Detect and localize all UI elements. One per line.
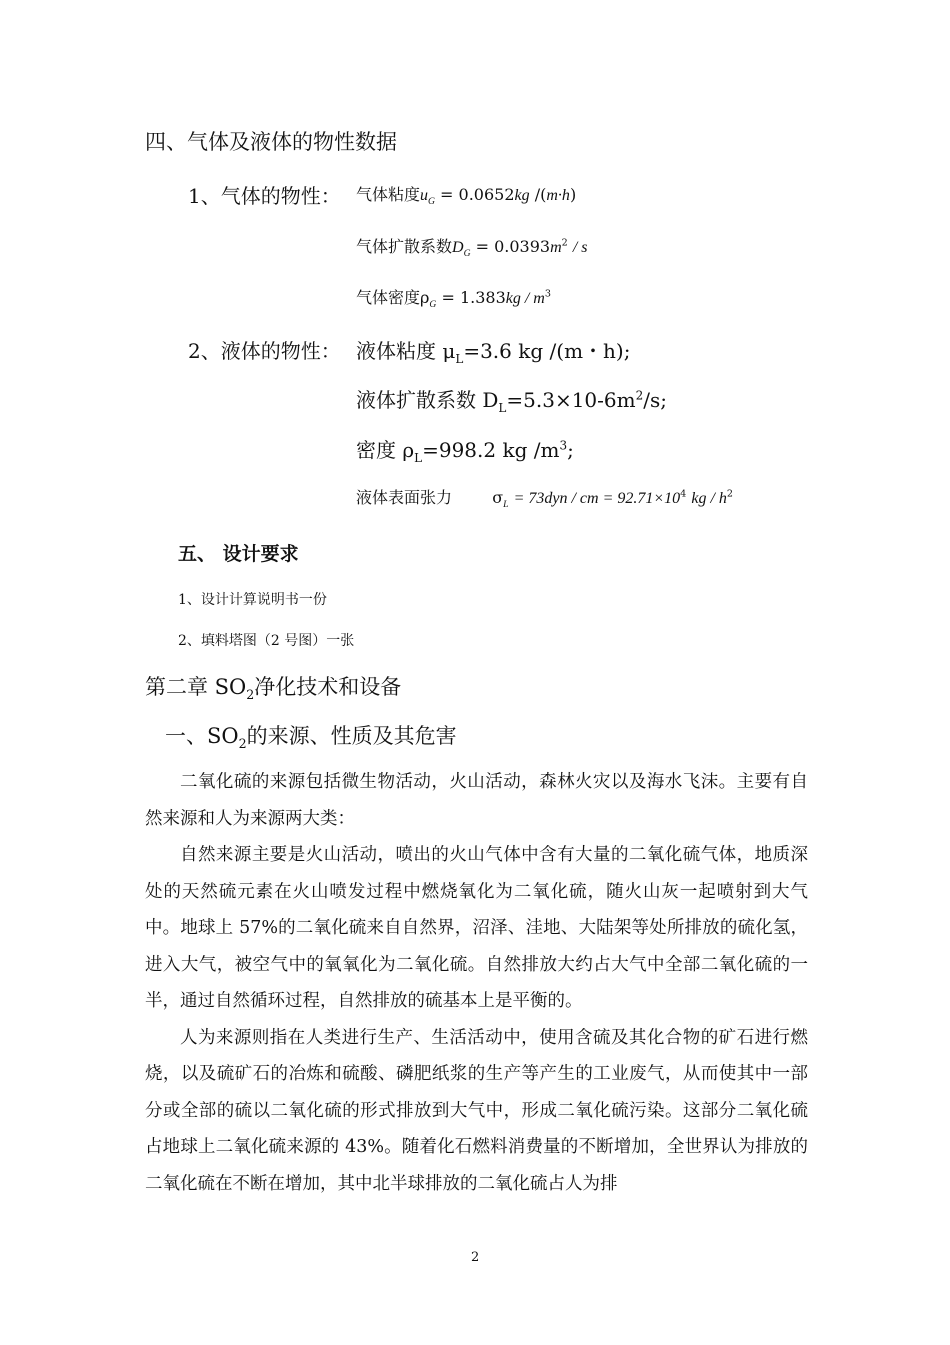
gas-diffusion: 气体扩散系数$D_G = 0.0393m^2 / s$ (356, 237, 588, 260)
gas-properties-label: 1、气体的物性： (188, 184, 341, 208)
page-number: 2 (471, 1250, 480, 1265)
paragraph: 人为来源则指在人类进行生产、生活活动中，使用含硫及其化合物的矿石进行燃烧，以及硫矿石的冶炼和硫酸、磷肥纸浆的生产等产生的工业废气，从而使其中一部分或全部的硫以二氧化硫的形式排放到大气中，形成二氧化硫污染。这部分二氧化硫占地球上二氧化硫来源的 43%。随着化石燃料消费量的不断增加，全世界认为排放的二氧化硫在不断在增加，其中北半球排放的二氧化硫占人为排 (145, 1027, 808, 1194)
liquid-density: 密度 $\rho_L=998.2$ kg $/m^3$; (356, 438, 574, 465)
requirement-item-1: 1、设计计算说明书一份 (178, 592, 327, 608)
paragraph: 自然来源主要是火山活动，喷出的火山气体中含有大量的二氧化硫气体，地质深处的天然硫元素在火山喷发过程中燃烧氧化为二氧化硫，随火山灰一起喷射到大气中。地球上 57%的二氧化硫来自自然界，沼泽、洼地、大陆架等处所排放的硫化氢，进入大气，被空气中的氧氧化为二氧化硫。自然排放大约占大气中全部二氧化硫的一半，通过自然循环过程，自然排放的硫基本上是平衡的。 (145, 845, 808, 1011)
requirement-item-2: 2、填料塔图（2 号图）一张 (178, 633, 355, 649)
section4-title: 四、气体及液体的物性数据 (145, 130, 397, 154)
gas-density: 气体密度$\rho_G = 1.383kg / m^3$ (356, 288, 551, 311)
gas-viscosity: 气体粘度$u_G = 0.0652kg$ /(m·h) (356, 185, 577, 208)
section5-title: 五、 设计要求 (178, 543, 299, 565)
body-text (145, 764, 808, 1202)
chapter-section-title: 一、$SO_2$的来源、性质及其危害 (165, 724, 457, 752)
paragraph: 二氧化硫的来源包括微生物活动，火山活动，森林火灾以及海水飞沫。主要有自然来源和人为来源两大类： (145, 772, 808, 829)
liquid-surface-tension: 液体表面张力 $\sigma_L = 73dyn$ / cm = $92.71\times 10^4$ kg / $h^2$ (356, 488, 734, 511)
liquid-properties-label: 2、液体的物性： (188, 339, 341, 363)
chapter-title: 第二章 $SO_2$净化技术和设备 (145, 675, 402, 703)
liquid-viscosity: 液体粘度 $\mu_L=3.6$ kg /(m・h); (356, 339, 631, 366)
liquid-diffusion: 液体扩散系数 $D_L=5.3\times 10-6m^2/s$; (356, 388, 667, 415)
